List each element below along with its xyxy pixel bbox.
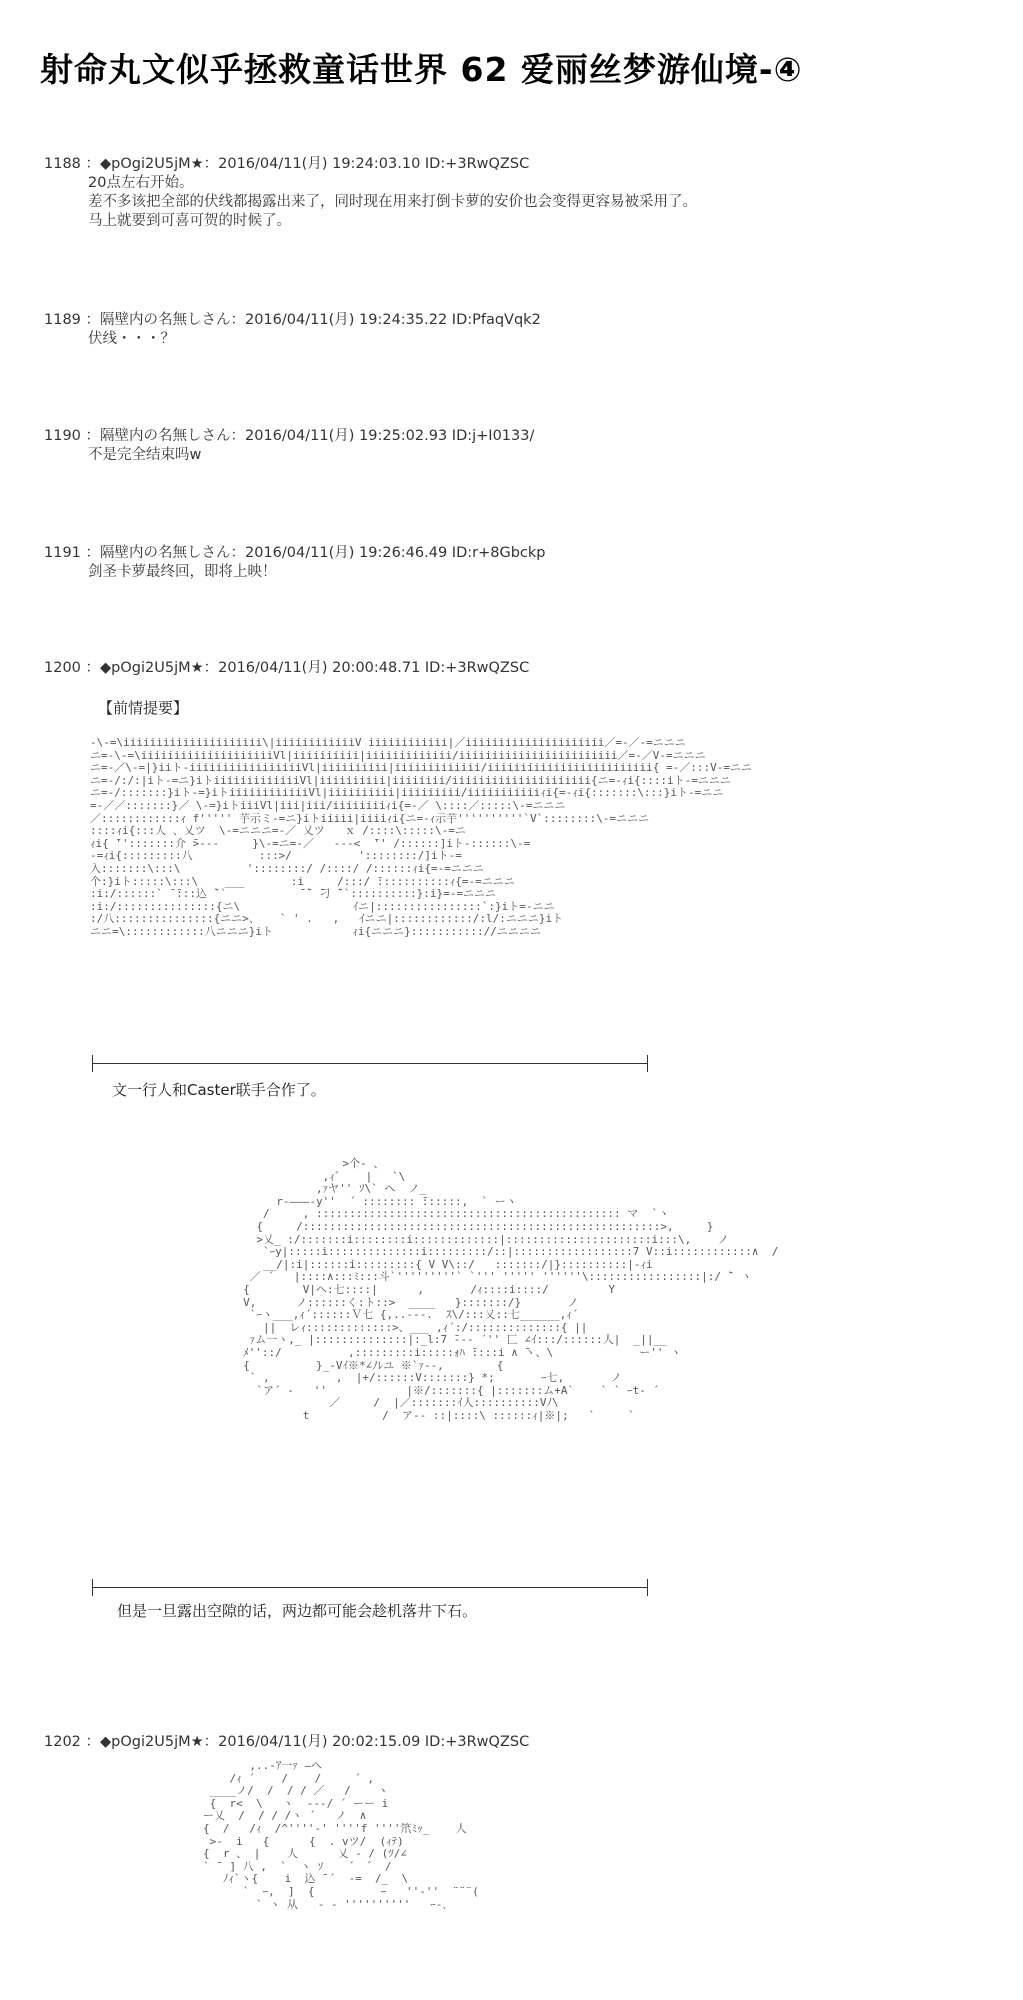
post-body: [44, 330, 541, 349]
divider-rule: [92, 1063, 648, 1064]
post-1189: [44, 311, 541, 349]
post-body: [44, 174, 697, 231]
post-1191: [44, 544, 545, 582]
post-header: 1200 ：◆pOgi2U5jM★：2016/04/11(月) 20:00:48.71 ID:+3RwQZSC: [44, 660, 530, 676]
rule-tick: [647, 1579, 648, 1596]
post-header: 1202 ：◆pOgi2U5jM★：2016/04/11(月) 20:02:15.09 ID:+3RwQZSC: [44, 1734, 530, 1750]
ascii-art-character: >个- 、 ,ｨ゛ | `\ ,ｧヤ'' ｿ\` ヘ ノ_ r-―――‐y'' ´ :::::::: ̄::::::, ` ーヽ / , :::::::::::::::::::::::::::::::::::::::::::::: マ `ヽ { /::::::::::::::::::::::::::::::::::::::::::::::::::::::>, } >乂_ :/:::::::i::::::::i:::::::::::::|::::::::::::::::::::::i:::\, ノ `ｰy|:::::i::::::::::::::i:::::::::/::|::::::::::::::::::7 V::i::::::::::::∧ / __/|:i|::::::i:::::::::{ V V\::/ :::::::/|}::::::::::|-ｨi ／ ´ |::::∧:::ﾐ:::斗`'''''''''` `''' ''''' ''''''\:::::::::::::::::|:/ ̄` ヽ { V|ヘ:七::::| , /ｨ::::i::::/ Y V, ノ::::::く:ト::> ____ }:::::::/} ノ `ｰヽ___,ｨ´::::::Ｖ七 {,..--‐. ｽ\/:::乂::七______,ｨ´ || レｨ:::::::::::::>、___ ,ｨ´:/::::::::::::::{ || ｧム一ヽ,_ |::::::::::::::|:_l:7 ̄‐-‐ ´'' 匚 ∠ｲ:::/::::::人| _||__ ﾒ''::/ ,:::::::::i:::::ｫﾊ ̄::::i ∧ ̄ヽ、\ ー'' ヽ { }_-Vｲ※*∠ﾉﾚユ ※`ｧ--, { ` , , |+/::::::V:::::::} *; ｰ七, ノ `ア´ - '' |※/:::::::{ |:::::::ム+A` ` ` ｰt- ´ ／ / |／:::::::ｲ人::::::::::Vﾉ\ t / ア-- ::|::::\ ::::::ｨ|※|; ` `: [243, 1157, 779, 1422]
post-1200: [44, 659, 529, 678]
post-header: 1188 ：◆pOgi2U5jM★：2016/04/11(月) 19:24:03.10 ID:+3RwQZSC: [44, 156, 530, 172]
post-line: 20点左右开始。: [88, 175, 194, 191]
post-body: [44, 563, 545, 582]
post-line: 伏线・・・？: [88, 331, 175, 347]
post-1190: [44, 427, 534, 465]
ascii-art-face: ,..-ｱ一ｧ ―ヘ /ｨ ´ / / ´ , ____ノ/ / / / ／ / ヽ { r< \ ヽ ‐‐‐/ ´ ーー i ー乂 / / / /ヽ ´ ノ ∧ { / /ｨ /^''''‐' ''''f ''''笊ﾐｯ_ 人 >- i { { . vツ/ (ｨﾃ) { r 、 | 人 乂 ‐ / (ﾂ/∠ ` ̄ ] 八 , ` ヽ ｿ ゛ ゛ / ﾉｨ`ヽ{ i 込 ̄ ´ -= /_ \ ` ｰ, ] { ｰ ''‐'' ¨¨¨( ` ヽ 从 ‐ ‐ '''''''''' ｰ-､: [202, 1759, 479, 1911]
post-header: 1190 ：隔壁内の名無しさん：2016/04/11(月) 19:25:02.93 ID:j+I0133/: [44, 428, 535, 444]
post-1188: [44, 155, 697, 231]
post-header: 1191 ：隔壁内の名無しさん：2016/04/11(月) 19:26:46.49 ID:r+8Gbckp: [44, 545, 546, 561]
page-title: 射命丸文似乎拯救童话世界 62 爱丽丝梦游仙境-④: [40, 50, 803, 89]
post-1202: [44, 1733, 529, 1752]
caption: 但是一旦露出空隙的话，两边都可能会趁机落井下石。: [117, 1602, 478, 1620]
ascii-art-scene: -\-=\iiiiiiiiiiiiiiiiiiiii\|iiiiiiiiiiiiV iiiiiiiiiiii|／iiiiiiiiiiiiiiiiiiiii／=-／-=ニニニ ニ=-\-=\iiiiiiiiiiiiiiiiiiiiVl|iiiiiiiiii|iiiiiiiiiiiii/iiiiiiiiiiiiiiiiiiiiiiii／=-／V-=ニニニ ニ=-／\-=|}iiト-iiiiiiiiiiiiiiiiiVl|iiiiiiiiii|iiiiiiiiiiiii/iiiiiiiiiiiiiiiiiiiiiiiii{ =-／:::V-=ニニ ニ=-/:/:|iト-=ニ}iトiiiiiiiiiiiiiVl|iiiiiiiiii|iiiiiiii/iiiiiiiiiiiiiiiiiiiii{ニ=-ｨi{::::iト-=ニニニ ニ=-/:::::::}iト-=}iトiiiiiiiiiiiiVl|iiiiiiiiii|iiiiiiiii/iiiiiiiiiiiｨi{=-ｨi{:::::::\:::}iト-=ニニ =-／／:::::::}／ \-=}iトiiiVl|iii|iii/iiiiiiiiｨi{=-／ \::::／:::::\-=ニニニ ／::::::::::::ｨ f''''' 芋示ミ-=ニ}iトiiiii|iiiiｨi{ニ=-ｨ示芋''''''''''`V`::::::::\-=ニニニ ::::ｨi{:::人 、乂ツ \-=ニニニ=-／ 乂ツ ｘ /::::\:::::\-=ニ ｨi{ ̄'':::::::介 ̄>--- }\-=ニ=-／ ---< ̄'' /::::::]iト-::::::\-= -=ｨi{:::::::::八 :::>/ '::::::::/]iト-= 入:::::::\:::\ '::::::::/ /::::/ /::::::ｨi{=-=ニニニ 个:}iト:::::\:::\ ___ :i /:::/ ̄:::::::::::ｨ{=-=ニニニ :i:/::::::` ̄ ̄:::込 ̄`` ̄ ̄` ̄刁 ̄``::::::::::}:i}=-=ニニニ :i:/:::::::::::::::{ニ\ ｲニ|::::::::::::::::`:}iト=-ニニ :/八:::::::::::::::{ニニ>、 ` ' . , ｲニニ|::::::::::::/:l/:ニニニ}iト ニニ=\::::::::::::八ニニニ}iト ｨi{ニニニ}::::::::::://ニニニニ: [90, 736, 753, 938]
rule-tick: [92, 1055, 93, 1072]
section-tag: 【前情提要】: [98, 699, 189, 717]
post-line: 剑圣卡萝最终回，即将上映！: [88, 564, 277, 580]
rule-tick: [647, 1055, 648, 1072]
post-line: 不是完全结束吗w: [88, 447, 202, 463]
post-line: 差不多该把全部的伏线都揭露出来了，同时现在用来打倒卡萝的安价也会变得更容易被采用了。: [88, 194, 697, 210]
caption: 文一行人和Caster联手合作了。: [112, 1081, 326, 1099]
post-body: [44, 446, 534, 465]
post-header: 1189 ：隔壁内の名無しさん：2016/04/11(月) 19:24:35.22 ID:PfaqVqk2: [44, 312, 541, 328]
post-line: 马上就要到可喜可贺的时候了。: [88, 213, 291, 229]
divider-rule: [92, 1587, 648, 1588]
rule-tick: [92, 1579, 93, 1596]
